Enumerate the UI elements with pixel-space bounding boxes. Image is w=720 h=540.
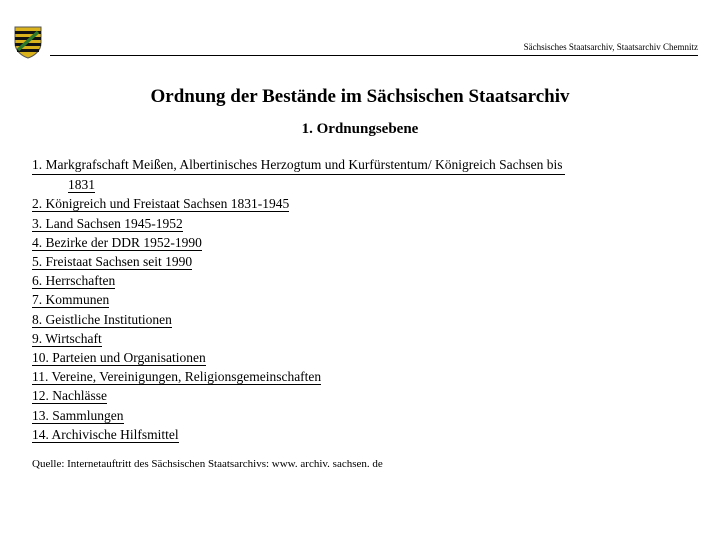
category-link-13[interactable]: 13. Sammlungen <box>32 407 124 423</box>
list-item <box>32 194 692 213</box>
category-link-line: 1. Markgrafschaft Meißen, Albertinisches Herzogtum und Kurfürstentum/ Königreich Sachsen bis <box>32 155 565 175</box>
category-link-1[interactable] <box>32 157 565 192</box>
category-link-line: 1831 <box>68 177 95 193</box>
list-item <box>32 425 692 444</box>
archive-header-text: Sächsisches Staatsarchiv, Staatsarchiv Chemnitz <box>523 42 698 52</box>
category-link-8[interactable]: 8. Geistliche Institutionen <box>32 311 172 327</box>
category-list <box>32 155 692 444</box>
category-link-9[interactable]: 9. Wirtschaft <box>32 330 102 346</box>
list-item <box>32 386 692 405</box>
source-note: Quelle: Internetauftritt des Sächsischen Staatsarchivs: www. archiv. sachsen. de <box>32 458 383 470</box>
list-item <box>32 406 692 425</box>
list-item <box>32 271 692 290</box>
category-link-14[interactable]: 14. Archivische Hilfsmittel <box>32 426 179 442</box>
category-link-2[interactable]: 2. Königreich und Freistaat Sachsen 1831-1945 <box>32 196 290 212</box>
list-item <box>32 367 692 386</box>
category-link-7[interactable]: 7. Kommunen <box>32 292 110 308</box>
list-item <box>32 252 692 271</box>
list-item <box>32 348 692 367</box>
list-item <box>32 290 692 309</box>
list-item <box>32 155 692 194</box>
category-link-10[interactable]: 10. Parteien und Organisationen <box>32 350 206 366</box>
category-link-6[interactable]: 6. Herrschaften <box>32 273 116 289</box>
category-link-11[interactable]: 11. Vereine, Vereinigungen, Religionsgemeinschaften <box>32 369 322 385</box>
page-title: Ordnung der Bestände im Sächsischen Staatsarchiv <box>150 86 570 107</box>
page-subtitle: 1. Ordnungsebene <box>301 121 419 137</box>
category-link-4[interactable]: 4. Bezirke der DDR 1952-1990 <box>32 234 202 250</box>
header-divider <box>50 55 698 56</box>
saxony-coat-of-arms-icon <box>13 25 43 59</box>
list-item <box>32 329 692 348</box>
list-item <box>32 233 692 252</box>
category-link-3[interactable]: 3. Land Sachsen 1945-1952 <box>32 215 183 231</box>
list-item <box>32 310 692 329</box>
category-link-12[interactable]: 12. Nachlässe <box>32 388 107 404</box>
category-link-5[interactable]: 5. Freistaat Sachsen seit 1990 <box>32 254 193 270</box>
list-item <box>32 214 692 233</box>
